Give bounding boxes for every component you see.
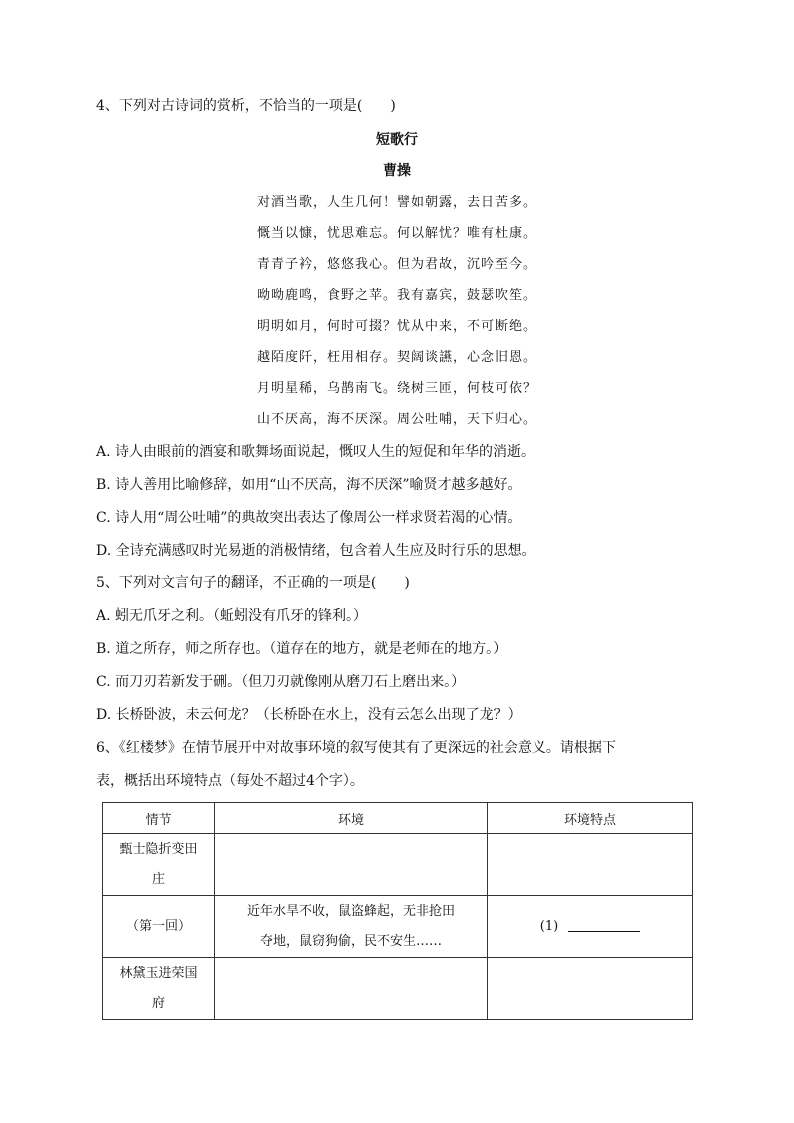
header-environment: 环境 — [215, 803, 488, 834]
plot-text: 庄 — [151, 871, 165, 887]
plot-text: 府 — [151, 995, 165, 1011]
header-feature: 环境特点 — [488, 803, 693, 834]
q6-stem-line1: 6、《红楼梦》在情节展开中对故事环境的叙写使其有了更深远的社会意义。请根据下 — [96, 740, 616, 756]
q4-option-a: A. 诗人由眼前的酒宴和歌舞场面说起，慨叹人生的短促和年华的消逝。 — [96, 444, 536, 460]
table-row — [103, 834, 693, 896]
table-row — [103, 958, 693, 1020]
environment-table — [102, 802, 693, 1020]
environment-cell — [215, 958, 488, 1020]
plot-cell — [103, 834, 215, 896]
plot-cell — [103, 958, 215, 1020]
environment-text: 近年水旱不收，鼠盗蜂起，无非抢田 — [246, 903, 455, 919]
poem-line: 青青子衿，悠悠我心。但为君故，沉吟至今。 — [256, 257, 537, 272]
q4-option-b: B. 诗人善用比喻修辞，如用“山不厌高，海不厌深”喻贤才越多越好。 — [96, 477, 522, 493]
poem-line: 慨当以慷，忧思难忘。何以解忧？唯有杜康。 — [256, 226, 537, 241]
q5-option-b: B. 道之所存，师之所存也。（道存在的地方，就是老师在的地方。） — [96, 641, 508, 657]
q4-option-d: D. 全诗充满感叹时光易逝的消极情绪，包含着人生应及时行乐的思想。 — [96, 543, 536, 559]
feature-cell — [488, 834, 693, 896]
table-header-row — [103, 803, 693, 834]
plot-text: （第一回） — [125, 918, 191, 934]
plot-cell — [103, 896, 215, 958]
q6-stem-line2: 表，概括出环境特点（每处不超过4个字）。 — [96, 773, 364, 789]
header-plot: 情节 — [103, 803, 215, 834]
feature-cell — [488, 896, 693, 958]
environment-cell — [215, 896, 488, 958]
environment-cell — [215, 834, 488, 896]
plot-text: 甄士隐折变田 — [119, 841, 198, 857]
answer-label: (1) — [539, 918, 559, 934]
poem-author: 曹操 — [383, 163, 411, 179]
poem-line: 对酒当歌，人生几何！譬如朝露，去日苦多。 — [256, 195, 537, 210]
answer-blank[interactable] — [568, 917, 640, 932]
q4-option-c: C. 诗人用“周公吐哺”的典故突出表达了像周公一样求贤若渴的心情。 — [96, 510, 522, 526]
poem-line: 越陌度阡，枉用相存。契阔谈讌，心念旧恩。 — [256, 350, 537, 365]
q5-stem: 5、下列对文言句子的翻译，不正确的一项是( ) — [96, 575, 410, 591]
poem-line: 月明星稀，乌鹊南飞。绕树三匝，何枝可依？ — [256, 381, 537, 396]
table-row — [103, 896, 693, 958]
q4-stem: 4、下列对古诗词的赏析，不恰当的一项是( ) — [96, 98, 396, 114]
environment-text: 夺地，鼠窃狗偷，民不安生…… — [259, 933, 442, 949]
plot-text: 林黛玉进荣国 — [119, 965, 198, 981]
poem-line: 呦呦鹿鸣，食野之苹。我有嘉宾，鼓瑟吹笙。 — [256, 288, 537, 303]
q5-option-c: C. 而刀刃若新发于硎。（但刀刃就像刚从磨刀石上磨出来。） — [96, 674, 466, 690]
poem-title: 短歌行 — [376, 132, 418, 148]
q5-option-a: A. 蚓无爪牙之利。（蚯蚓没有爪牙的锋利。） — [96, 608, 368, 624]
q5-option-d: D. 长桥卧波，未云何龙？（长桥卧在水上，没有云怎么出现了龙？） — [96, 707, 522, 723]
poem-line: 明明如月，何时可掇？忧从中来，不可断绝。 — [256, 319, 537, 334]
feature-cell — [488, 958, 693, 1020]
poem-line: 山不厌高，海不厌深。周公吐哺，天下归心。 — [256, 412, 537, 427]
